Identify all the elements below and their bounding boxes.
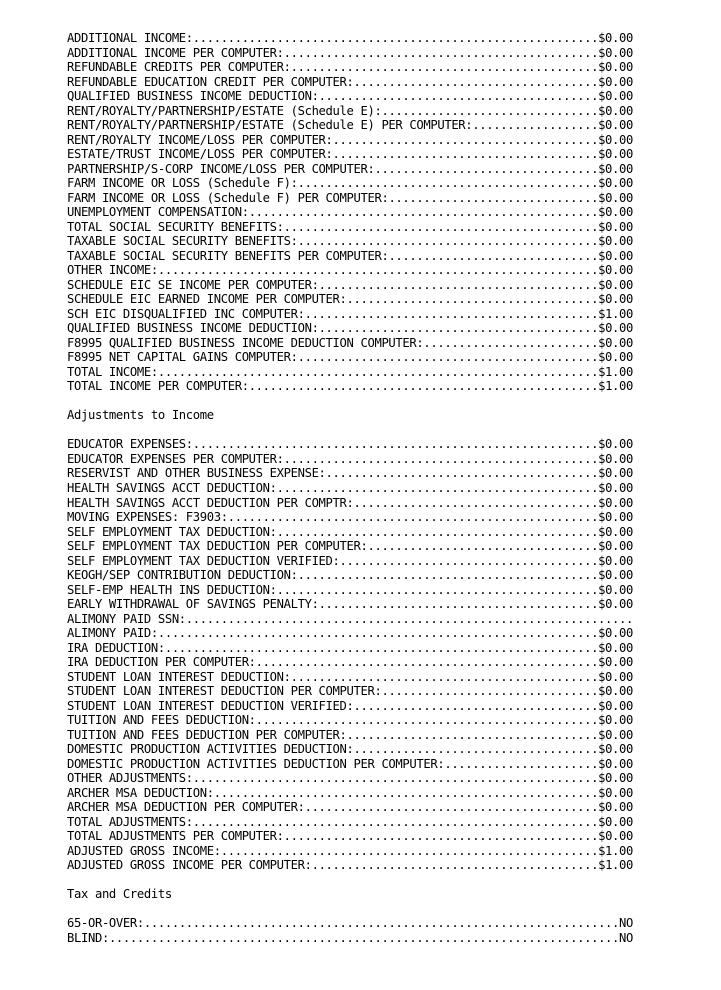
dot-leader: ................................	[374, 161, 599, 176]
line-item-value: $0.00	[598, 350, 634, 365]
line-item	[67, 510, 661, 525]
line-item-value: $1.00	[598, 364, 634, 379]
line-item	[67, 554, 661, 569]
line-item	[67, 844, 661, 859]
line-item	[67, 89, 661, 104]
dot-leader: ..............................................	[276, 480, 599, 495]
line-item-value: $0.00	[598, 74, 634, 89]
dot-leader: .................................................	[255, 655, 599, 670]
line-item-label: RENT/ROYALTY INCOME/LOSS PER COMPUTER:	[67, 132, 333, 147]
dot-leader: ................................................................	[185, 611, 633, 626]
dot-leader: ........................................	[318, 321, 599, 336]
line-item-label: 65-OR-OVER:	[67, 916, 144, 931]
dot-leader: .................................................	[255, 713, 599, 728]
line-item-label: RESERVIST AND OTHER BUSINESS EXPENSE:	[67, 466, 326, 481]
line-item-label: MOVING EXPENSES: F3903:	[67, 510, 228, 525]
line-item-value: $0.00	[598, 568, 634, 583]
line-item-value: $0.00	[598, 553, 634, 568]
line-item	[67, 815, 661, 830]
line-item	[67, 583, 661, 598]
line-item	[67, 612, 661, 627]
dot-leader: .............................................	[283, 451, 599, 466]
dot-leader: ...................................	[353, 742, 599, 757]
line-item-value: NO	[619, 930, 634, 945]
line-item-label: DOMESTIC PRODUCTION ACTIVITIES DEDUCTION PER COMPUTER:	[67, 756, 445, 771]
line-item-label: ADDITIONAL INCOME PER COMPUTER:	[67, 45, 284, 60]
line-item	[67, 800, 661, 815]
line-item-label: RENT/ROYALTY/PARTNERSHIP/ESTATE (Schedule E) PER COMPUTER:	[67, 118, 473, 133]
line-item-value: $0.00	[598, 248, 634, 263]
line-item-label: SELF-EMP HEALTH INS DEDUCTION:	[67, 582, 277, 597]
dot-leader: ..........................................................	[192, 771, 599, 786]
income-section	[67, 31, 661, 394]
line-item-label: ESTATE/TRUST INCOME/LOSS PER COMPUTER:	[67, 147, 333, 162]
dot-leader: ...............................	[381, 103, 599, 118]
line-item	[67, 786, 661, 801]
line-item	[67, 220, 661, 235]
line-item	[67, 655, 661, 670]
line-item-value: NO	[619, 916, 634, 931]
adjustments-section	[67, 437, 661, 872]
dot-leader: ..............................	[388, 190, 599, 205]
line-item-value: $0.00	[598, 60, 634, 75]
line-item-label: SELF EMPLOYMENT TAX DEDUCTION:	[67, 524, 277, 539]
line-item-label: EARLY WITHDRAWAL OF SAVINGS PENALTY:	[67, 597, 319, 612]
line-item-label: TAXABLE SOCIAL SECURITY BENEFITS:	[67, 234, 298, 249]
dot-leader: ...........................................	[297, 176, 599, 191]
line-item-label: SCHEDULE EIC EARNED INCOME PER COMPUTER:	[67, 292, 347, 307]
line-item-label: SELF EMPLOYMENT TAX DEDUCTION PER COMPUTER:	[67, 539, 368, 554]
line-item	[67, 931, 661, 946]
line-item	[67, 249, 661, 264]
dot-leader: .....................................................	[227, 510, 599, 525]
line-item	[67, 626, 661, 641]
line-item	[67, 278, 661, 293]
line-item	[67, 466, 661, 481]
line-item	[67, 176, 661, 191]
line-item-label: FARM INCOME OR LOSS (Schedule F) PER COMPUTER:	[67, 190, 389, 205]
dot-leader: ......................	[444, 756, 599, 771]
line-item	[67, 162, 661, 177]
line-item-value: $0.00	[598, 103, 634, 118]
line-item-value: $0.00	[598, 219, 634, 234]
line-item-label: EDUCATOR EXPENSES:	[67, 437, 193, 452]
line-item	[67, 771, 661, 786]
line-item-value: $0.00	[598, 31, 634, 45]
line-item-label: OTHER INCOME:	[67, 263, 158, 278]
line-item-value: $0.00	[598, 321, 634, 336]
line-item-label: STUDENT LOAN INTEREST DEDUCTION:	[67, 669, 291, 684]
line-item-value: $0.00	[598, 800, 634, 815]
dot-leader: ..................................................	[248, 205, 599, 220]
line-item-label: TOTAL INCOME PER COMPUTER:	[67, 379, 249, 394]
dot-leader: ...................................	[353, 698, 599, 713]
line-item-label: IRA DEDUCTION PER COMPUTER:	[67, 655, 256, 670]
line-item-value: $0.00	[598, 742, 634, 757]
dot-leader: ..............................	[388, 248, 599, 263]
line-item-label: KEOGH/SEP CONTRIBUTION DEDUCTION:	[67, 568, 298, 583]
line-item-value: $0.00	[598, 626, 634, 641]
line-item-value: $0.00	[598, 205, 634, 220]
line-item	[67, 205, 661, 220]
line-item-label: SCHEDULE EIC SE INCOME PER COMPUTER:	[67, 277, 319, 292]
line-item-label: IRA DEDUCTION:	[67, 640, 165, 655]
line-item-value: $0.00	[598, 582, 634, 597]
line-item-value: $0.00	[598, 89, 634, 104]
dot-leader: ..................	[472, 118, 599, 133]
dot-leader: ......................................	[332, 132, 599, 147]
line-item	[67, 670, 661, 685]
line-item	[67, 437, 661, 452]
dot-leader: ....................................	[346, 727, 599, 742]
tax-credits-heading: Tax and Credits	[67, 887, 172, 902]
line-item-value: $0.00	[598, 277, 634, 292]
dot-leader: ............................................	[290, 669, 599, 684]
line-item-label: ALIMONY PAID:	[67, 626, 158, 641]
line-item-value: $0.00	[598, 263, 634, 278]
line-item-value: $0.00	[598, 466, 634, 481]
line-item-value: $0.00	[598, 451, 634, 466]
dot-leader: ...............................................................	[157, 626, 599, 641]
line-item-value: $0.00	[598, 176, 634, 191]
dot-leader: .........................................................................	[108, 930, 620, 945]
line-item	[67, 75, 661, 90]
line-item	[67, 350, 661, 365]
dot-leader: ....................................	[346, 292, 599, 307]
line-item	[67, 597, 661, 612]
dot-leader: .................................	[367, 539, 599, 554]
line-item-label: REFUNDABLE EDUCATION CREDIT PER COMPUTER:	[67, 74, 354, 89]
line-item-label: PARTNERSHIP/S-CORP INCOME/LOSS PER COMPUTER:	[67, 161, 375, 176]
dot-leader: ........................................	[318, 597, 599, 612]
line-item-label: STUDENT LOAN INTEREST DEDUCTION VERIFIED:	[67, 698, 354, 713]
line-item	[67, 699, 661, 714]
line-item-label: EDUCATOR EXPENSES PER COMPUTER:	[67, 451, 284, 466]
line-item	[67, 379, 661, 394]
line-item	[67, 539, 661, 554]
line-item-value: $0.00	[598, 713, 634, 728]
line-item-label: SELF EMPLOYMENT TAX DEDUCTION VERIFIED:	[67, 553, 340, 568]
line-item-value: $1.00	[598, 858, 634, 873]
line-item-value: $0.00	[598, 161, 634, 176]
line-item-label: TOTAL INCOME:	[67, 364, 158, 379]
line-item-value: $0.00	[598, 539, 634, 554]
line-item	[67, 365, 661, 380]
line-item	[67, 742, 661, 757]
dot-leader: ...........................................	[297, 568, 599, 583]
dot-leader: ..........................................	[304, 306, 599, 321]
line-item	[67, 916, 661, 931]
dot-leader: ..................................................	[248, 379, 599, 394]
line-item-value: $0.00	[598, 190, 634, 205]
dot-leader: ..........................................................	[192, 814, 599, 829]
line-item-value: $0.00	[598, 147, 634, 162]
dot-leader: ..........................................	[304, 800, 599, 815]
line-item-value: $0.00	[598, 524, 634, 539]
line-item-value: $0.00	[598, 292, 634, 307]
line-item-value: $0.00	[598, 771, 634, 786]
line-item-label: HEALTH SAVINGS ACCT DEDUCTION PER COMPTR:	[67, 495, 354, 510]
line-item-label: TUITION AND FEES DEDUCTION:	[67, 713, 256, 728]
line-item	[67, 829, 661, 844]
line-item	[67, 147, 661, 162]
dot-leader: .......................................................	[213, 785, 599, 800]
line-item	[67, 234, 661, 249]
dot-leader: ........................................	[318, 89, 599, 104]
line-item-label: TAXABLE SOCIAL SECURITY BENEFITS PER COMPUTER:	[67, 248, 389, 263]
line-item	[67, 118, 661, 133]
line-item-label: HEALTH SAVINGS ACCT DEDUCTION:	[67, 480, 277, 495]
line-item-label: TOTAL ADJUSTMENTS PER COMPUTER:	[67, 829, 284, 844]
dot-leader: ...............................................................	[157, 364, 599, 379]
line-item-value: $0.00	[598, 669, 634, 684]
line-item-value: $0.00	[598, 829, 634, 844]
line-item-value: $1.00	[598, 379, 634, 394]
line-item-value: $0.00	[598, 234, 634, 249]
line-item-value: $0.00	[598, 756, 634, 771]
line-item-value: $0.00	[598, 45, 634, 60]
line-item-label: ADJUSTED GROSS INCOME PER COMPUTER:	[67, 858, 312, 873]
line-item	[67, 496, 661, 511]
line-item-label: F8995 QUALIFIED BUSINESS INCOME DEDUCTION COMPUTER:	[67, 335, 424, 350]
line-item-label: ARCHER MSA DEDUCTION:	[67, 785, 214, 800]
line-item-label: OTHER ADJUSTMENTS:	[67, 771, 193, 786]
line-item	[67, 336, 661, 351]
line-item-label: QUALIFIED BUSINESS INCOME DEDUCTION:	[67, 321, 319, 336]
line-item-value: $0.00	[598, 597, 634, 612]
line-item	[67, 568, 661, 583]
line-item	[67, 191, 661, 206]
line-item-value: $0.00	[598, 495, 634, 510]
line-item-label: ARCHER MSA DEDUCTION PER COMPUTER:	[67, 800, 305, 815]
line-item-label: UNEMPLOYMENT COMPENSATION:	[67, 205, 249, 220]
line-item-label: STUDENT LOAN INTEREST DEDUCTION PER COMPUTER:	[67, 684, 382, 699]
line-item-label: TOTAL SOCIAL SECURITY BENEFITS:	[67, 219, 284, 234]
line-item-value: $0.00	[598, 640, 634, 655]
line-item-value: $0.00	[598, 684, 634, 699]
line-item-label: TOTAL ADJUSTMENTS:	[67, 814, 193, 829]
line-item	[67, 525, 661, 540]
line-item	[67, 452, 661, 467]
dot-leader: .............................................	[283, 219, 599, 234]
dot-leader: .........................................	[311, 858, 599, 873]
dot-leader: ......................................................	[220, 843, 599, 858]
dot-leader: ..............................................	[276, 524, 599, 539]
dot-leader: ............................................	[290, 60, 599, 75]
line-item-label: SCH EIC DISQUALIFIED INC COMPUTER:	[67, 306, 305, 321]
line-item-value: $0.00	[598, 727, 634, 742]
dot-leader: ...................................	[353, 495, 599, 510]
line-item-label: BLIND:	[67, 930, 109, 945]
line-item-label: RENT/ROYALTY/PARTNERSHIP/ESTATE (Schedule E):	[67, 103, 382, 118]
line-item-label: REFUNDABLE CREDITS PER COMPUTER:	[67, 60, 291, 75]
line-item-label: ADJUSTED GROSS INCOME:	[67, 843, 221, 858]
line-item	[67, 321, 661, 336]
dot-leader: ..............................................	[276, 582, 599, 597]
line-item	[67, 104, 661, 119]
dot-leader: ...................................	[353, 74, 599, 89]
line-item-value: $0.00	[598, 132, 634, 147]
line-item-value: $0.00	[598, 655, 634, 670]
line-item-label: ADDITIONAL INCOME:	[67, 31, 193, 45]
line-item	[67, 292, 661, 307]
line-item	[67, 641, 661, 656]
line-item	[67, 684, 661, 699]
line-item-label: DOMESTIC PRODUCTION ACTIVITIES DEDUCTION:	[67, 742, 354, 757]
line-item-label: F8995 NET CAPITAL GAINS COMPUTER:	[67, 350, 298, 365]
adjustments-heading: Adjustments to Income	[67, 408, 214, 423]
dot-leader: .........................	[423, 335, 599, 350]
dot-leader: .............................................	[283, 45, 599, 60]
line-item	[67, 60, 661, 75]
line-item-label: TUITION AND FEES DEDUCTION PER COMPUTER:	[67, 727, 347, 742]
dot-leader: .............................................	[283, 829, 599, 844]
dot-leader: ....................................................................	[143, 916, 620, 931]
line-item-label: ALIMONY PAID SSN:	[67, 611, 186, 626]
tax-credits-section	[67, 916, 661, 945]
dot-leader: ..........................................................	[192, 437, 599, 452]
dot-leader: ...............................................................	[157, 263, 599, 278]
dot-leader: ......................................	[332, 147, 599, 162]
line-item	[67, 46, 661, 61]
line-item	[67, 133, 661, 148]
line-item	[67, 713, 661, 728]
line-item-value: $0.00	[598, 480, 634, 495]
line-item-value: $0.00	[598, 698, 634, 713]
line-item	[67, 481, 661, 496]
line-item-value: $0.00	[598, 118, 634, 133]
line-item-value: $1.00	[598, 306, 634, 321]
dot-leader: ..............................................................	[164, 640, 599, 655]
dot-leader: .......................................	[325, 466, 599, 481]
line-item	[67, 858, 661, 873]
dot-leader: ...........................................	[297, 350, 599, 365]
line-item	[67, 757, 661, 772]
line-item-value: $0.00	[598, 437, 634, 452]
dot-leader: ...............................	[381, 684, 599, 699]
line-item-label: QUALIFIED BUSINESS INCOME DEDUCTION:	[67, 89, 319, 104]
line-item	[67, 263, 661, 278]
line-item-label: FARM INCOME OR LOSS (Schedule F):	[67, 176, 298, 191]
line-item	[67, 307, 661, 322]
line-item-value: $0.00	[598, 785, 634, 800]
dot-leader: .....................................	[339, 553, 599, 568]
line-item-value: $1.00	[598, 843, 634, 858]
line-item-value: $0.00	[598, 814, 634, 829]
line-item-value: $0.00	[598, 335, 634, 350]
dot-leader: ...........................................	[297, 234, 599, 249]
dot-leader: ..........................................................	[192, 31, 599, 45]
dot-leader: ........................................	[318, 277, 599, 292]
line-item-value: $0.00	[598, 510, 634, 525]
line-item	[67, 31, 661, 46]
line-item	[67, 728, 661, 743]
